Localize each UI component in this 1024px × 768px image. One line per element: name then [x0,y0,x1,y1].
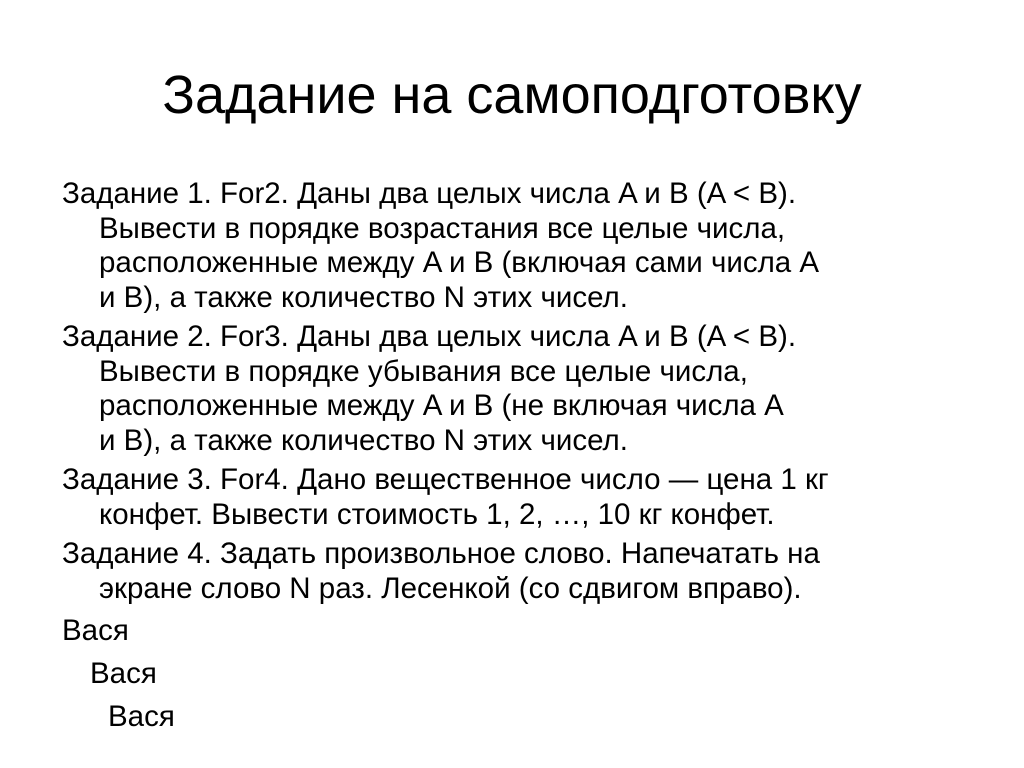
task-4 [62,537,982,606]
task-1 [62,177,982,315]
slide-title: Задание на самоподготовку [162,65,862,125]
task-2-line-3: расположенные между A и B (не включая числа A [99,389,784,422]
task-2-line-4: и B), а также количество N этих чисел. [99,423,628,457]
task-2-line-1: Задание 2. For3. Даны два целых числа A и B (A < B). [62,320,797,353]
task-2 [62,320,982,458]
slide-body [62,177,982,737]
task-1-line-4: и B), а также количество N этих чисел. [99,280,628,314]
example-word-3: Вася [108,700,175,733]
task-4-line-2: экране слово N раз. Лесенкой (со сдвигом вправо). [99,571,802,605]
task-4-line-1: Задание 4. Задать произвольное слово. Напечатать на [62,537,820,570]
task-1-line-1: Задание 1. For2. Даны два целых числа A и B (A < B). [62,177,797,210]
task-1-line-2: Вывести в порядке возрастания все целые числа, [99,211,786,245]
task-3 [62,463,982,532]
task-1-line-3: расположенные между A и B (включая сами числа A [99,246,820,279]
example-word-1: Вася [62,614,129,647]
task-2-line-2: Вывести в порядке убывания все целые числа, [99,354,748,388]
staircase-example [62,611,982,737]
task-3-line-2: конфет. Вывести стоимость 1, 2, …, 10 кг конфет. [99,497,775,531]
example-word-2: Вася [90,657,157,690]
task-3-line-1: Задание 3. For4. Дано вещественное число — цена 1 кг [62,463,829,496]
